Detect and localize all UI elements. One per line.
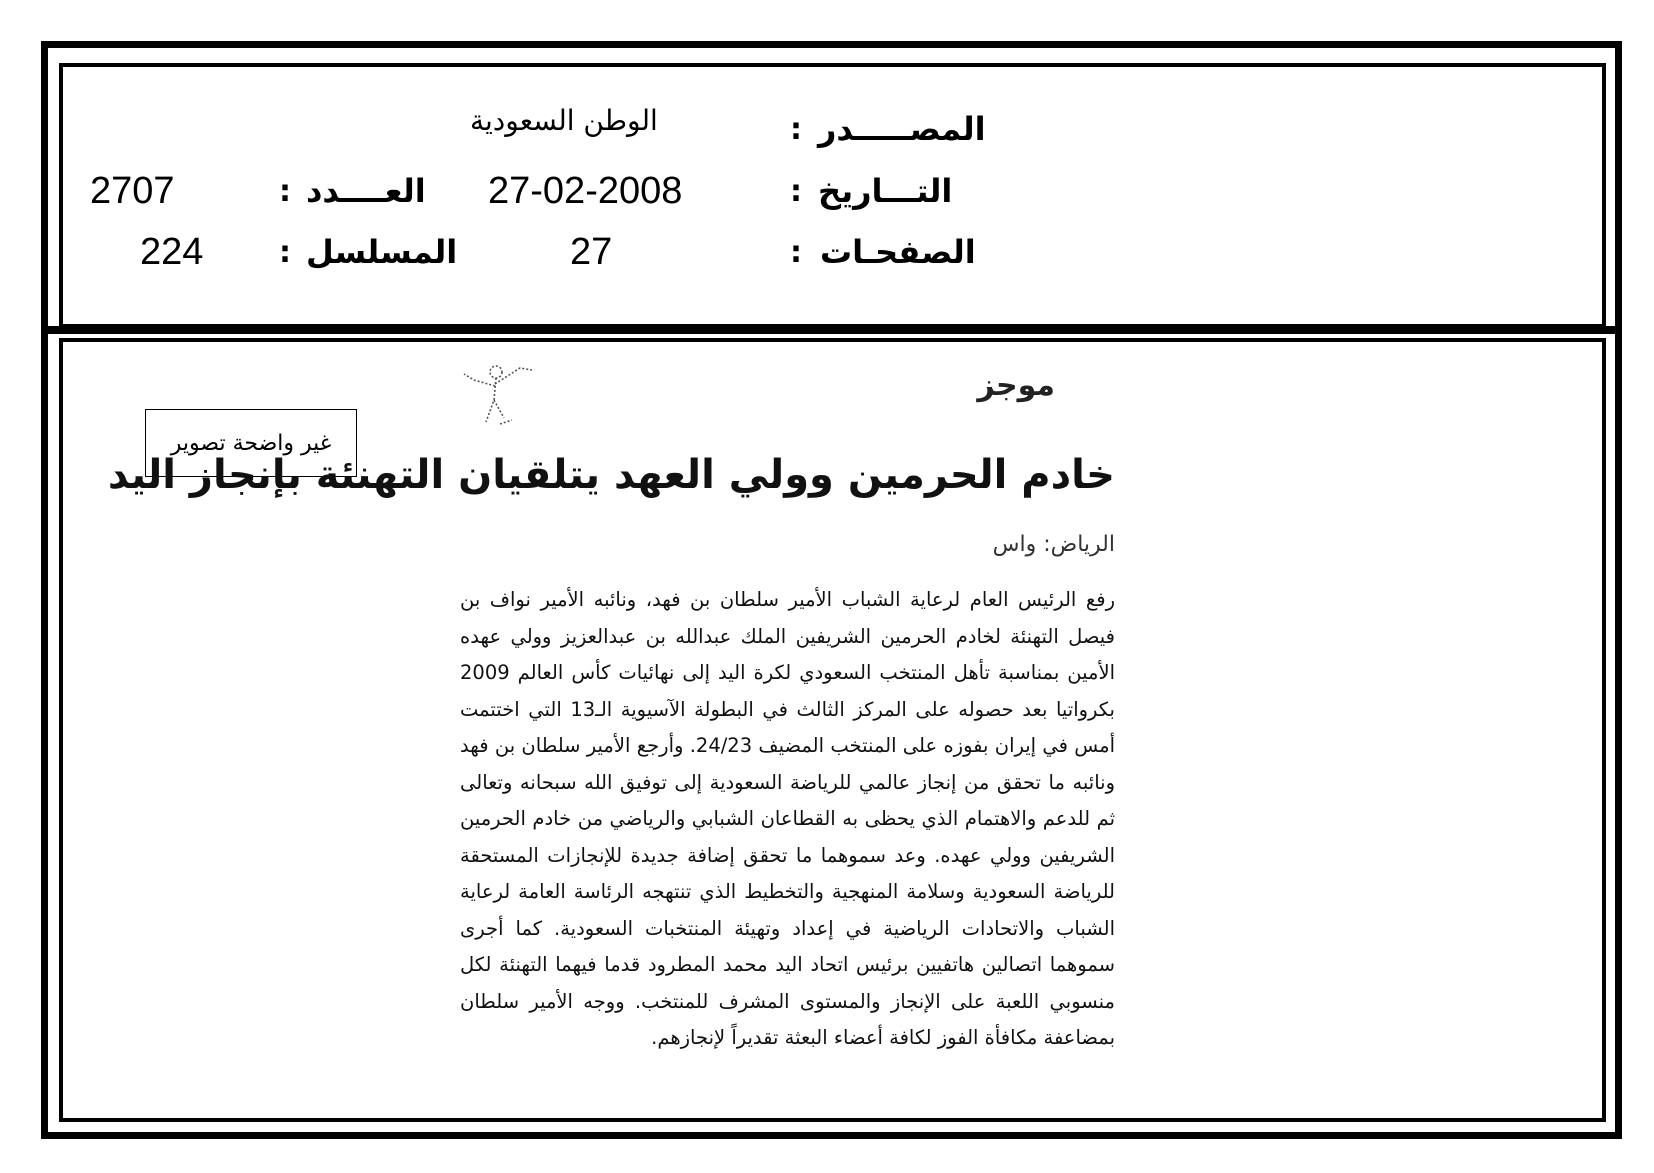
issue-label: العــــدد: [306, 172, 426, 210]
issue-value: 2707: [90, 170, 175, 212]
clipping-article: [460, 582, 1115, 1057]
date-value: 27-02-2008: [488, 170, 683, 212]
clipping-byline: الرياض: واس: [992, 532, 1115, 557]
article-body: رفع الرئيس العام لرعاية الشباب الأمير سلطان بن فهد، ونائبه الأمير نواف بن فيصل التهنئة لخادم الحرمين الشريفين الملك عبدالله بن عبدالعزيز وولي عهده الأمين بمناسبة تأهل المنتخب السعودي لكرة اليد إلى نهائيات كأس العالم 2009 بكرواتيا بعد حصوله على المركز الثالث في البطولة الآسيوية الـ13 التي اختتمت أمس في إيران بفوزه على المنتخب المضيف 24/23. وأرجع الأمير سلطان بن فهد ونائبه ما تحقق من إنجاز عالمي للرياضة السعودية إلى توفيق الله سبحانه وتعالى ثم للدعم والاهتمام الذي يحظى به القطاعان الشبابي والرياضي من خادم الحرمين الشريفين وولي عهده. وعد سموهما ما تحقق إضافة جديدة للإنجازات المستحقة للرياضة السعودية وسلامة المنهجية والتخطيط الذي تنتهجه الرئاسة العامة لرعاية الشباب والاتحادات الرياضية في إعداد وتهيئة المنتخبات السعودية. كما أجرى سموهما اتصالين هاتفيين برئيس اتحاد اليد محمد المطرود قدما فيهما التهنئة لكل منسوبي اللعبة على الإنجاز والمستوى المشرف للمنتخب. ووجه الأمير سلطان بمضاعفة مكافأة الفوز لكافة أعضاء البعثة تقديراً لإنجازهم.: [460, 588, 1116, 1049]
date-colon: :: [790, 174, 802, 209]
source-label: المصـــــدر: [818, 110, 986, 148]
serial-label: المسلسل: [306, 233, 458, 271]
pages-label: الصفحـات: [820, 233, 976, 271]
clipping-kicker: موجز: [977, 368, 1055, 403]
date-label: التـــاريخ: [818, 172, 953, 210]
source-value: الوطن السعودية: [470, 104, 658, 137]
unclear-copy-note-text: غير واضحة تصوير: [170, 430, 332, 456]
pages-value: 27: [570, 231, 613, 273]
pages-colon: :: [790, 235, 802, 270]
source-colon: :: [790, 112, 802, 147]
header-divider: [41, 326, 1622, 334]
handball-player-sketch-icon: [460, 360, 550, 435]
serial-colon: :: [279, 235, 291, 270]
clipping-headline: خادم الحرمين وولي العهد يتلقيان التهنئة بإنجاز اليد: [107, 452, 1115, 498]
serial-value: 224: [140, 231, 204, 273]
issue-colon: :: [279, 174, 291, 209]
